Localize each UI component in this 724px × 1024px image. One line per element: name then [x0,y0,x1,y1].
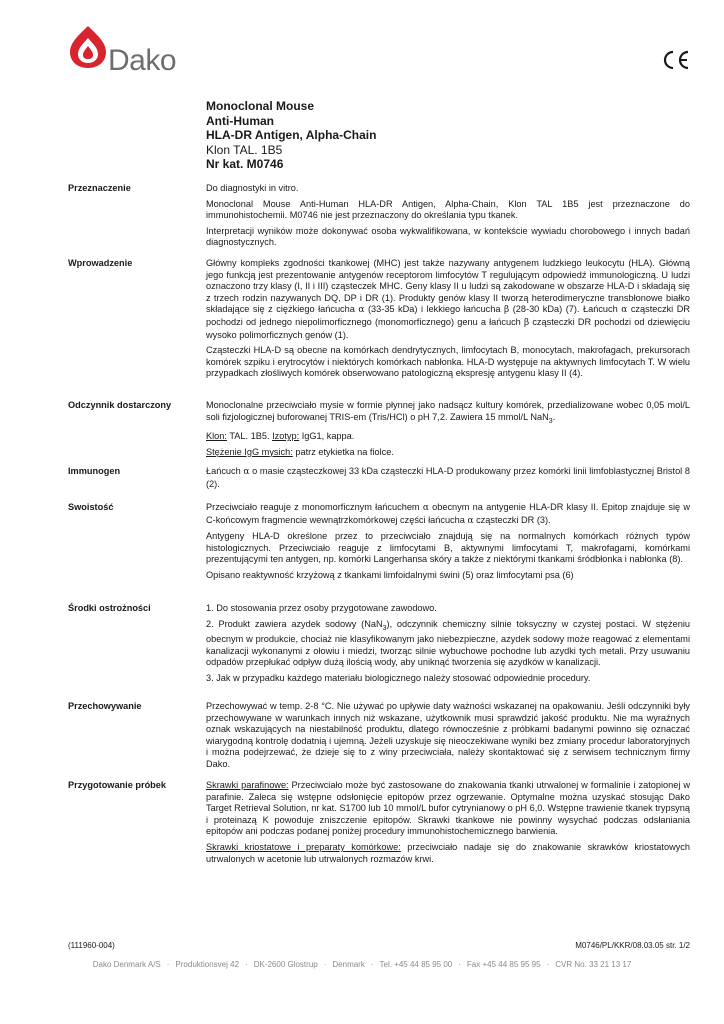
paragraph: Cząsteczki HLA-D są obecne na komórkach dendrytycznych, limfocytach B, monocytach, makrofagach, prekursorach komórek szpiku i erytrocytów i niektórych komórkach nabłonka. HLA-D występuje na aktywnych limfocytach T. W wielu przypadkach złośliwych komórek obserwowano patologiczną ekspresję antygenu klasy II (4). [206,345,690,379]
section-label-przygotowanie: Przygotowanie próbek [68,780,167,790]
section-immunogen [206,466,690,494]
paragraph: Interpretacji wyników może dokonywać osoba wykwalifikowana, w kontekście wywiadu chorobowego i innych badań diagnostycznych. [206,225,690,248]
section-label-przechowywanie: Przechowywanie [68,701,142,711]
clone-isotype-line: Klon: TAL. 1B5. Izotyp: IgG1, kappa. [206,431,355,442]
address-item: Fax +45 44 85 95 95 [466,960,541,969]
concentration-line: Stężenie IgG mysich: patrz etykietka na fiolce. [206,446,394,457]
section-swoistosc [206,502,690,586]
paragraph: Przechowywać w temp. 2-8 °C. Nie używać po upływie daty ważności wskazanej na opakowaniu. Jeśli odczynniki były przechowywane w warunkach innych niż wskazane, użytkownik musi sprawdzić jakość produktu. Nie ma wyraźnych oznak wskazujących na niestabilność produktu, dlatego równocześnie z próbkami badanymi powinno się oznaczać wiarygodną kontrolę dodatnią i ujemną. Jeżeli uzyskuje się nieoczekiwane wyniki bez zmiany procedur laboratoryjnych i można podejrzewać, że dzieje się to z winy przeciwciała, należy skontaktować się z serwisem technicznym firmy Dako. [206,701,690,769]
section-label-odczynnik: Odczynnik dostarczony [68,400,172,410]
title-line-2: Anti-Human [206,113,274,128]
section-odczynnik [206,400,690,462]
address-item: CVR No. 33 21 13 17 [555,960,632,969]
title-line-5: Nr kat. M0746 [206,157,284,171]
dako-logo [68,24,190,77]
address-item: Tel. +45 44 85 95 00 [379,960,453,969]
paragraph: Opisano reaktywność krzyżową z tkankami limfoidalnymi świni (5) oraz limfocytami psa (6) [206,569,574,580]
page-reference: M0746/PL/KKR/08.03.05 str. 1/2 [575,941,690,950]
ce-mark-icon [660,49,690,71]
address-item: DK-2600 Glostrup [253,960,318,969]
title-line-1: Monoclonal Mouse [206,99,314,113]
paragraph: 1. Do stosowania przez osoby przygotowane zawodowo. [206,603,437,613]
section-label-przeznaczenie: Przeznaczenie [68,183,131,193]
title-line-3: HLA-DR Antigen, Alpha-Chain [206,128,377,142]
paragraph: 2. Produkt zawiera azydek sodowy (NaN$_3$), odczynnik chemiczny silnie toksyczny w czystej postaci. W stężeniu obecnym w produkcie, chociaż nie klasyfikowanym jako niebezpieczne, azydek sodowy może reagować z elementami kanalizacji wykonanymi z ołowiu i miedzi, tworząc silnie wybuchowe pochodne lub azydki tych metali. Przy usuwaniu odpadów przepłukać odpływ dużą ilością wody, aby uniknąć tworzenia się azydków w kanalizacji. [206,618,690,668]
paragraph: Monoclonal Mouse Anti-Human HLA-DR Antigen, Alpha-Chain, Klon TAL 1B5 jest przeznaczone do immunohistochemii. M0746 nie jest przeznaczony do określania typu tkanek. [206,198,690,221]
title-line-4: Klon TAL. 1B5 [206,142,283,157]
paragraph: Skrawki kriostatowe i preparaty komórkowe: przeciwciało nadaje się do znakowanie skrawków kriostatowych utrwalonych w acetonie lub utrwalonych rozmazów krwi. [206,841,690,864]
address-item: Dako Denmark A/S [92,960,161,969]
address-item: Denmark [332,960,365,969]
document-code: (111960-004) [68,941,115,950]
company-address: Dako Denmark A/S · Produktionsvej 42 · DK-2600 Glostrup · Denmark · Tel. +45 44 85 95 00 · Fax +45 44 85 95 95 · CVR No. 33 21 13 17 [92,960,632,969]
paragraph: Monoclonalne przeciwciało mysie w formie płynnej jako nadsącz kultury komórek, przedializowane wobec 0,05 mol/L soli fizjologicznej buforowanej TRIS-em (Tris/HCl) o pH 7,2. Zawiera 15 mmol/L NaN$_3$. [206,400,690,425]
section-label-wprowadzenie: Wprowadzenie [68,258,133,268]
paragraph: Główny kompleks zgodności tkankowej (MHC) jest także nazywany antygenem ludzkiego leukocytu (HLA). Główną jego funkcją jest prezentowanie antygenów receptorom limfocytów T regulującym odpowiedź immunologiczną. U ludzi oznaczono trzy klasy (I, II i III) cząsteczek MHC. Geny klasy II u ludzi są zakodowane w obszarze HLA-D i składają się z trzech rodzin nazywanych DQ, DP i DR (1). Produkty genów klasy II tworzą heterodimeryczne transbłonowe białko składające się z ciężkiego łańcucha α (33-35 kDa) i lekkiego łańcucha β (28-30 kDa) (7). Łańcuch α cząsteczki DR pochodzi od jednego niepolimorficznego (monomorficznego) genu a łańcuch β cząsteczki DR pochodzi od dziewięciu wysoko polimorficznych genów (1). [206,258,690,340]
section-wprowadzenie [206,258,690,384]
paragraph: Skrawki parafinowe: Przeciwciało może być zastosowane do znakowania tkanki utrwalonej w formalinie i zatopionej w parafinie. Zaleca się wstępne odsłonięcie epitopów przez ogrzewanie. Optymalne można uzyskać stosując Dako Target Retrieval Solution, nr kat. S1700 lub 10 mmol/L bufor cytrynianowy o pH 6,0. Wstępne trawienie tkanek trypsyną i proteinazą K powoduje zniszczenie epitopów. Skrawki tkankowe nie powinny wysychać podczas odsłaniania epitopów ani podczas podanej poniżej procedury immunohistochemicznego barwienia. [206,780,690,837]
paragraph: Przeciwciało reaguje z monomorficznym łańcuchem α obecnym na antygenie HLA-DR klasy II. Epitop znajduje się w C-końcowym fragmencie wewnątrzkomórkowej części łańcucha α cząsteczki DR (3). [206,502,690,526]
brand-name: Dako [108,44,177,77]
paragraph: Łańcuch α o masie cząsteczkowej 33 kDa cząsteczki HLA-D produkowany przez komórki linii limfoblastycznej Bristol 8 (2). [206,466,690,489]
paragraph: Antygeny HLA-D określone przez to przeciwciało znajdują się na normalnych komórkach różnych typów histologicznych. Przeciwciało reaguje z limfocytami B, aktywnymi limfocytami T, makrofagami, komórkami prezentującymi ten antygen, np. komórki Langerhansa skóry a także z niektórymi tkankami śródbłonka i nabłonka (8). [206,531,690,565]
ce-mark-text: CE [660,49,662,50]
section-label-srodki: Środki ostrożności [68,603,151,613]
paragraph: Do diagnostyki in vitro. [206,183,299,193]
section-label-swoistosc: Swoistość [68,502,114,512]
section-przeznaczenie [206,183,690,253]
section-label-immunogen: Immunogen [68,466,121,476]
address-item: Produktionsvej 42 [175,960,240,969]
section-srodki [206,603,690,688]
paragraph: 3. Jak w przypadku każdego materiału biologicznego należy stosować odpowiednie procedury. [206,672,591,683]
section-przechowywanie [206,701,690,775]
dako-drop-icon [68,24,108,70]
product-title-block [206,99,376,172]
section-przygotowanie [206,780,690,869]
